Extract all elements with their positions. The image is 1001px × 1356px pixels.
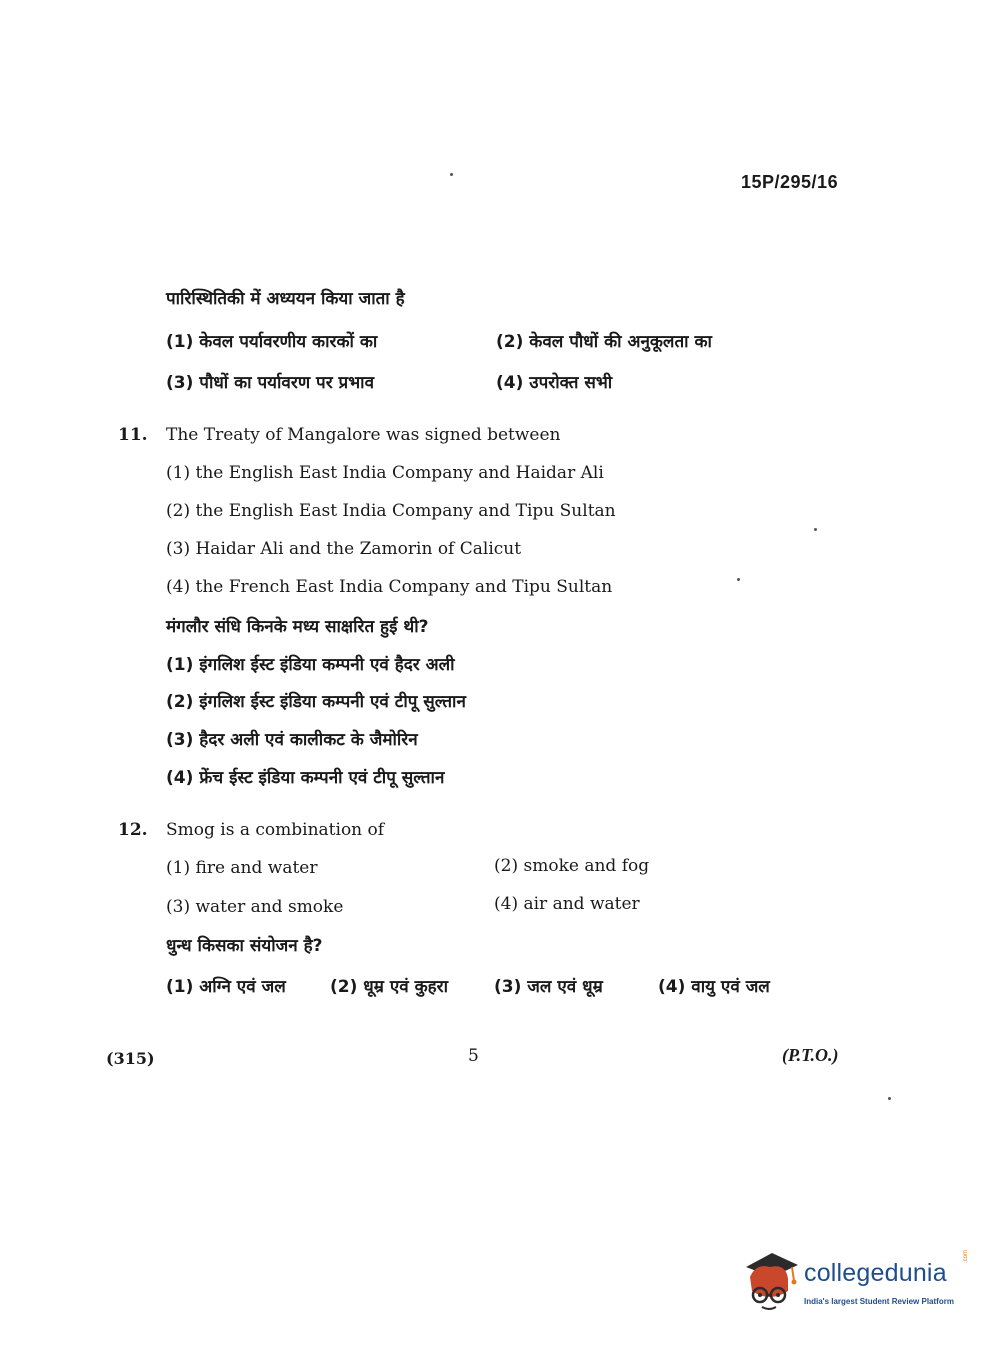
q11-option-3-hindi: (3) हैदर अली एवं कालीकट के जैमोरिन xyxy=(166,730,418,750)
q11-option-4-hindi: (4) फ्रेंच ईस्ट इंडिया कम्पनी एवं टीपू सुल्तान xyxy=(166,768,445,788)
pto-note: (P.T.O.) xyxy=(782,1045,839,1065)
q11-number: 11. xyxy=(118,425,148,445)
q11-option-4-english: (4) the French East India Company and Tipu Sultan xyxy=(166,577,613,597)
collegedunia-watermark xyxy=(742,1251,972,1319)
q11-option-2-english: (2) the English East India Company and Tipu Sultan xyxy=(166,501,616,521)
q12-option-1-english: (1) fire and water xyxy=(166,858,318,878)
q10-option-3-hindi: (3) पौधों का पर्यावरण पर प्रभाव xyxy=(166,373,375,393)
brand-name: collegedunia xyxy=(804,1259,947,1287)
q12-option-2-hindi: (2) धूम्र एवं कुहरा xyxy=(330,977,449,997)
scan-speck xyxy=(888,1097,891,1100)
brand-suffix: .com xyxy=(963,1249,969,1263)
brand-tagline: India's largest Student Review Platform xyxy=(804,1297,954,1306)
q12-option-1-hindi: (1) अग्नि एवं जल xyxy=(166,977,286,997)
q10-option-1-hindi: (1) केवल पर्यावरणीय कारकों का xyxy=(166,332,378,352)
footer-set-code: (315) xyxy=(106,1049,155,1068)
q10-option-4-hindi: (4) उपरोक्त सभी xyxy=(496,373,613,393)
q12-option-4-hindi: (4) वायु एवं जल xyxy=(658,977,770,997)
q11-option-2-hindi: (2) इंगलिश ईस्ट इंडिया कम्पनी एवं टीपू सुल्तान xyxy=(166,692,466,712)
scan-speck xyxy=(450,173,453,176)
q12-option-2-english: (2) smoke and fog xyxy=(494,856,650,876)
q10-option-2-hindi: (2) केवल पौधों की अनुकूलता का xyxy=(496,332,712,352)
q12-option-4-english: (4) air and water xyxy=(494,894,640,914)
q10-stem-hindi: पारिस्थितिकी में अध्ययन किया जाता है xyxy=(166,289,405,309)
q12-option-3-english: (3) water and smoke xyxy=(166,897,344,917)
q11-stem-hindi: मंगलौर संधि किनके मध्य साक्षरित हुई थी? xyxy=(166,617,429,637)
scan-speck xyxy=(737,578,740,581)
page-number: 5 xyxy=(468,1046,479,1066)
paper-code: 15P/295/16 xyxy=(741,172,839,192)
scan-speck xyxy=(814,528,817,531)
q11-option-3-english: (3) Haidar Ali and the Zamorin of Calicut xyxy=(166,539,522,559)
q12-option-3-hindi: (3) जल एवं धूम्र xyxy=(494,977,603,997)
q12-stem-english: Smog is a combination of xyxy=(166,820,385,840)
q12-stem-hindi: धुन्ध किसका संयोजन है? xyxy=(166,936,323,956)
mascot-icon xyxy=(742,1251,800,1313)
q11-option-1-hindi: (1) इंगलिश ईस्ट इंडिया कम्पनी एवं हैदर अली xyxy=(166,655,455,675)
q12-number: 12. xyxy=(118,820,148,840)
q11-stem-english: The Treaty of Mangalore was signed between xyxy=(166,425,561,445)
q11-option-1-english: (1) the English East India Company and Haidar Ali xyxy=(166,463,604,483)
